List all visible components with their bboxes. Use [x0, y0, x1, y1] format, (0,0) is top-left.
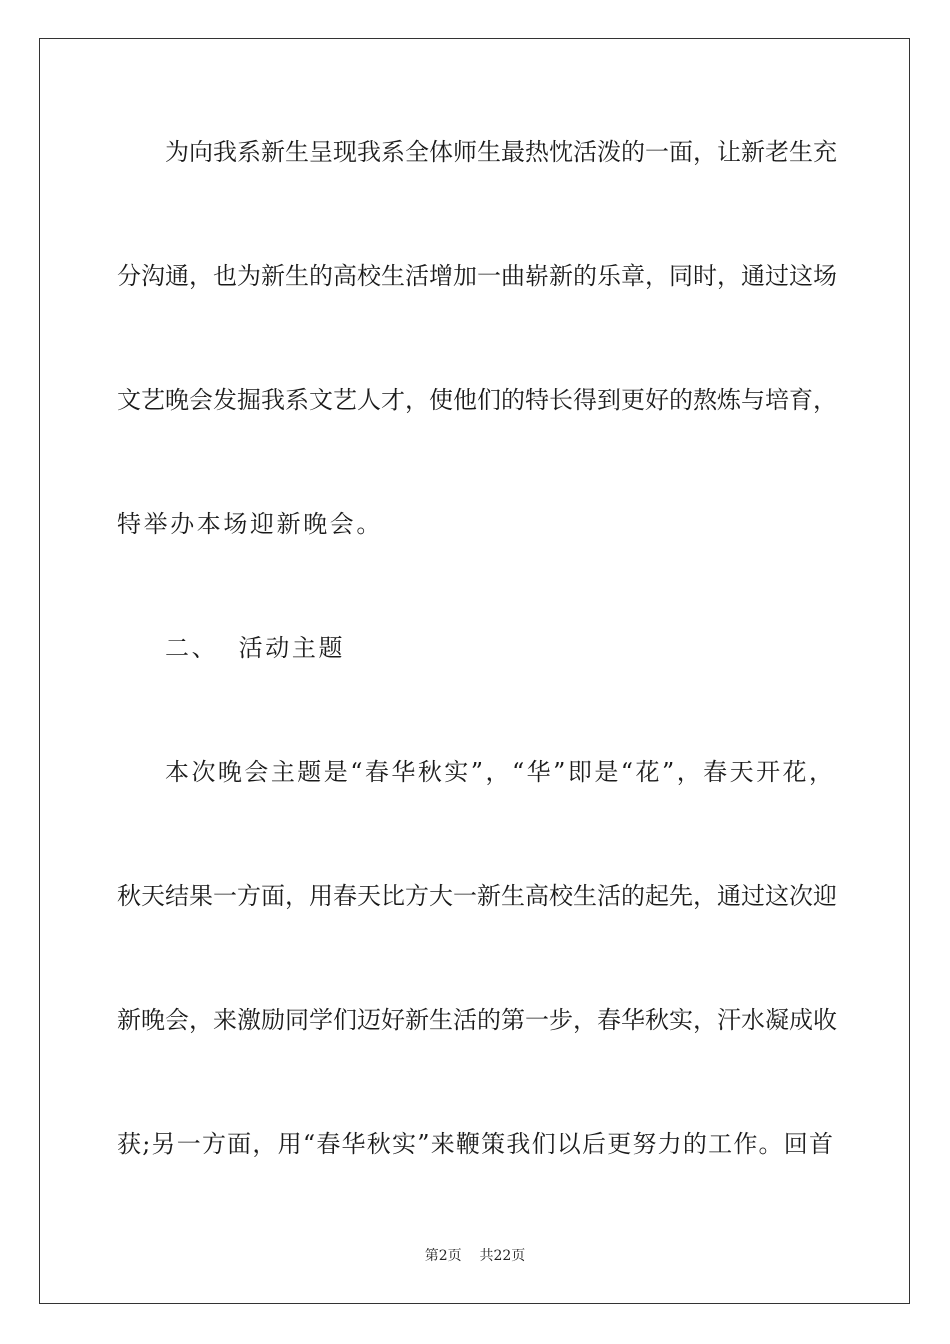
paragraph-line: 分沟通，也为新生的高校生活增加一曲崭新的乐章，同时，通过这场 [117, 262, 837, 290]
paragraph-line: 新晚会，来激励同学们迈好新生活的第一步，春华秋实，汗水凝成收 [117, 1006, 837, 1034]
footer-spacer [462, 1248, 480, 1264]
total-pages: 共22页 [479, 1248, 526, 1264]
paragraph-line: 本次晚会主题是“春华秋实”，“华”即是“花”，春天开花， [165, 758, 833, 786]
page-number: 第2页 [424, 1248, 462, 1264]
paragraph-line: 特举办本场迎新晚会。 [117, 510, 383, 538]
paragraph-line: 为向我系新生呈现我系全体师生最热忱活泼的一面，让新老生充 [165, 138, 837, 166]
paragraph-line: 获;另一方面，用“春华秋实”来鞭策我们以后更努力的工作。回首 [117, 1130, 833, 1158]
paragraph-line: 文艺晚会发掘我系文艺人才，使他们的特长得到更好的熬炼与培育， [117, 386, 837, 414]
page-footer [0, 1247, 950, 1265]
paragraph-line: 秋天结果一方面，用春天比方大一新生高校生活的起先，通过这次迎 [117, 882, 837, 910]
section-heading: 二、 活动主题 [165, 634, 346, 662]
page-border [39, 38, 910, 1304]
